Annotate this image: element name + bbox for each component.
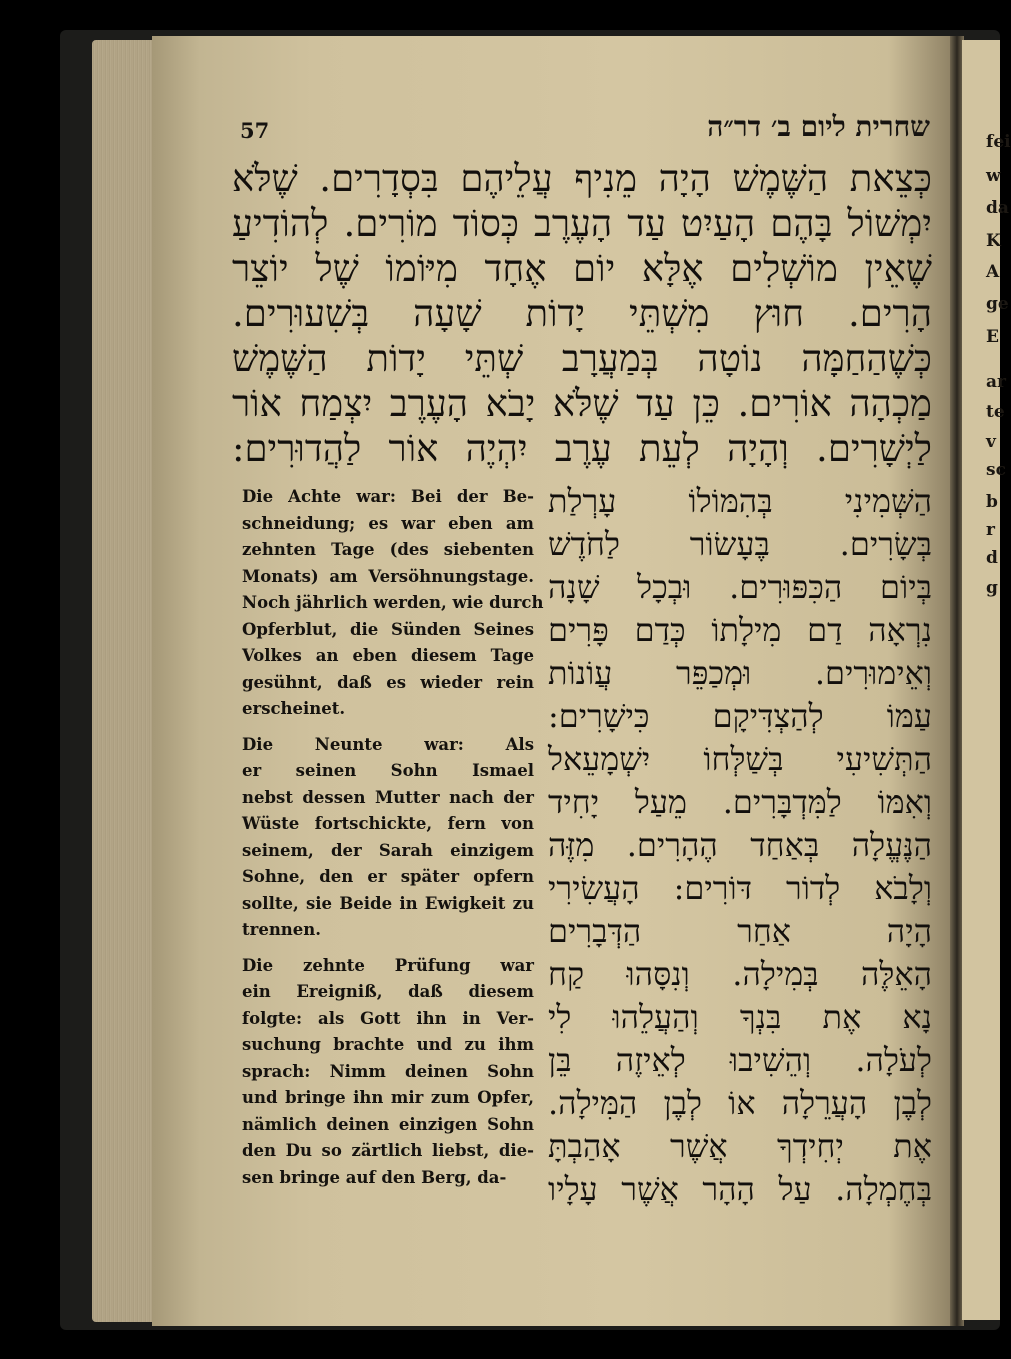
running-title: שחרית ליום ב׳ דר״ה — [707, 110, 930, 143]
facing-page-fragment: w — [986, 166, 1001, 186]
german-paragraph — [242, 732, 534, 944]
facing-page-fragment: te — [986, 402, 1005, 422]
hebrew-column-line: לְבֶן הָעֲרֵלָה אוֹ לְבֶן הַמִּילָה. — [548, 1084, 932, 1122]
hebrew-column-line: הַשְּׁמִינִי בְּהִמּוֹלוֹ עָרְלַת — [548, 482, 932, 520]
facing-page-fragment: ge — [986, 294, 1009, 314]
hebrew-column-line: וְלָבֹא לְדוֹר דּוֹרִים: הָעֲשִׂירִי — [548, 869, 932, 907]
hebrew-column-line: הָאֵלֶּה בְּמִילָה. וְנִסָּהוּ קַח — [548, 955, 932, 993]
german-line: zehnten Tage (des siebenten — [242, 540, 534, 559]
german-line: Noch jährlich werden, wie durch — [242, 593, 544, 612]
german-line: Die zehnte Prüfung war — [242, 955, 534, 975]
german-line: sen bringe auf den Berg, da- — [242, 1167, 507, 1187]
facing-page-fragment: g — [986, 578, 998, 598]
hebrew-column-line: הַתְּשִׁיעִי בְּשַׁלְּחוֹ יִשְׁמָעֵאל — [548, 740, 932, 778]
german-line: erscheinet. — [242, 699, 346, 718]
german-line: Volkes an eben diesem Tage — [242, 646, 534, 665]
german-line: Monats) am Versöhnungstage. — [242, 566, 534, 586]
facing-page-fragment: K — [986, 231, 1001, 251]
hebrew-line: לַיְשָׁרִים. וְהָיָה לְעֵת עֶרֶב יִהְיֶה אוֹר לַהֲדוּרִים: — [232, 427, 932, 470]
german-line: schneidung; es war eben am — [242, 513, 534, 533]
hebrew-line: מַכְהָה אוֹרִים. כֵּן עַד שֶׁלֹּא יָבֹא הָעֶרֶב יִצְמַח אוֹר — [232, 382, 932, 425]
hebrew-column-line: בְּחֶמְלָה. עַל הָהָר אֲשֶׁר עָלָיו — [548, 1170, 932, 1208]
german-line: den Du so zärtlich liebst, die- — [242, 1141, 534, 1160]
facing-page-fragment: ar — [986, 372, 1006, 392]
german-line: Die Neunte war: Als — [242, 734, 534, 754]
german-line: seinem, der Sarah einzigem — [242, 840, 534, 860]
german-line: Sohne, den er später opfern — [242, 867, 534, 886]
facing-page-fragment: E — [986, 327, 999, 347]
hebrew-column-line: וְאֵימוּרִים. וּמְכַפֵּר עֲוֹנוֹת — [548, 654, 932, 692]
german-line: er seinen Sohn Ismael — [242, 761, 534, 780]
facing-page-fragment: b — [986, 492, 998, 512]
german-line: sprach: Nimm deinen Sohn — [242, 1061, 534, 1081]
hebrew-line: הָרִים. חוּץ מִשְׁתֵּי יָדוֹת שָׁעָה בְּשִׁעוּרִים. — [232, 292, 932, 335]
german-line: gesühnt, daß es wieder rein — [242, 672, 534, 692]
hebrew-line: כְּצֵאת הַשֶּׁמֶשׁ הָיָה מֵנִיף עֲלֵיהֶם בִּסְדָרִים. שֶׁלֹּא — [232, 157, 932, 200]
hebrew-column-line: עַמּוֹ לְהַצְדִּיקָם כִּישָׁרִים: — [548, 697, 932, 735]
german-paragraph — [242, 484, 544, 723]
hebrew-column-line: נָא אֶת בִּנְךָ וְהַעֲלֵהוּ לִי — [548, 998, 932, 1036]
page-edges — [92, 40, 154, 1322]
german-line: folgte: als Gott ihn in Ver- — [242, 1008, 534, 1028]
german-paragraph — [242, 953, 534, 1192]
german-line: Opferblut, die Sünden Seines — [242, 619, 534, 639]
facing-page-fragment: d — [986, 548, 998, 568]
facing-page-fragment: da — [986, 198, 1009, 218]
german-translation-column — [242, 484, 544, 1200]
hebrew-column-line: הָיָה אַחַר הַדְּבָרִים — [548, 912, 932, 950]
german-line: ein Ereigniß, daß diesem — [242, 982, 534, 1001]
hebrew-line: יִמְשׁוֹל בָּהֶם הָעַיִט עַד הָעֶרֶב כְּסוֹד מוֹרִים. לְהוֹדִיעַ — [232, 202, 932, 245]
hebrew-column-line: אֶת יְחִידְךָ אֲשֶׁר אָהַבְתָּ — [548, 1127, 932, 1165]
german-line: nämlich deinen einzigen Sohn — [242, 1114, 534, 1134]
hebrew-column-line: נִרְאָה דַם מִילָתוֹ כְּדַם פָּרִים — [548, 611, 932, 649]
page-number: 57 — [240, 118, 270, 143]
facing-page-fragment: v — [986, 432, 996, 452]
hebrew-column-line: לְעֹלָה. וְהֵשִׁיבוּ לְאֵיזֶה בֵּן — [548, 1041, 932, 1079]
german-line: sollte, sie Beide in Ewigkeit zu — [242, 893, 534, 913]
german-line: Wüste fortschickte, fern von — [242, 814, 534, 833]
facing-page-fragment: A — [986, 262, 1000, 282]
page-header — [240, 110, 930, 154]
hebrew-column-line: בְּיוֹם הַכִּפּוּרִים. וּבְכָל שָׁנָה — [548, 568, 932, 606]
facing-page-fragment: sc — [986, 460, 1006, 480]
facing-page-fragment: r — [986, 520, 995, 540]
hebrew-line: שֶׁאֵין מוֹשְׁלִים אֶלָּא יוֹם אֶחָד מִיּוֹמוֹ שֶׁל יוֹצֵר — [232, 247, 932, 290]
hebrew-column-line: בְּשָׂרִים. בֶּעָשׂוֹר לַחֹדֶשׁ — [548, 525, 932, 563]
german-line: suchung brachte und zu ihm — [242, 1035, 534, 1054]
german-line: und bringe ihn mir zum Opfer, — [242, 1088, 534, 1107]
hebrew-line: כְּשֶׁהַחַמָּה נוֹטָה בְּמַעֲרָב שְׁתֵּי יָדוֹת הַשֶּׁמֶשׁ — [232, 337, 932, 380]
german-line: Die Achte war: Bei der Be- — [242, 487, 534, 506]
hebrew-column-text — [548, 480, 932, 1211]
hebrew-full-width-text — [232, 156, 932, 471]
facing-page — [962, 40, 1011, 1320]
german-line: trennen. — [242, 920, 322, 939]
facing-page-fragment: fei — [986, 132, 1011, 152]
hebrew-column-line: וְאִמּוֹ לַמִּדְבָּרִים. מֵעַל יָחִיד — [548, 783, 932, 821]
hebrew-column-line: הַנֶּעֱלָה בְּאַחַד הֶהָרִים. מִזֶּה — [548, 826, 932, 864]
german-line: nebst dessen Mutter nach der — [242, 787, 534, 807]
